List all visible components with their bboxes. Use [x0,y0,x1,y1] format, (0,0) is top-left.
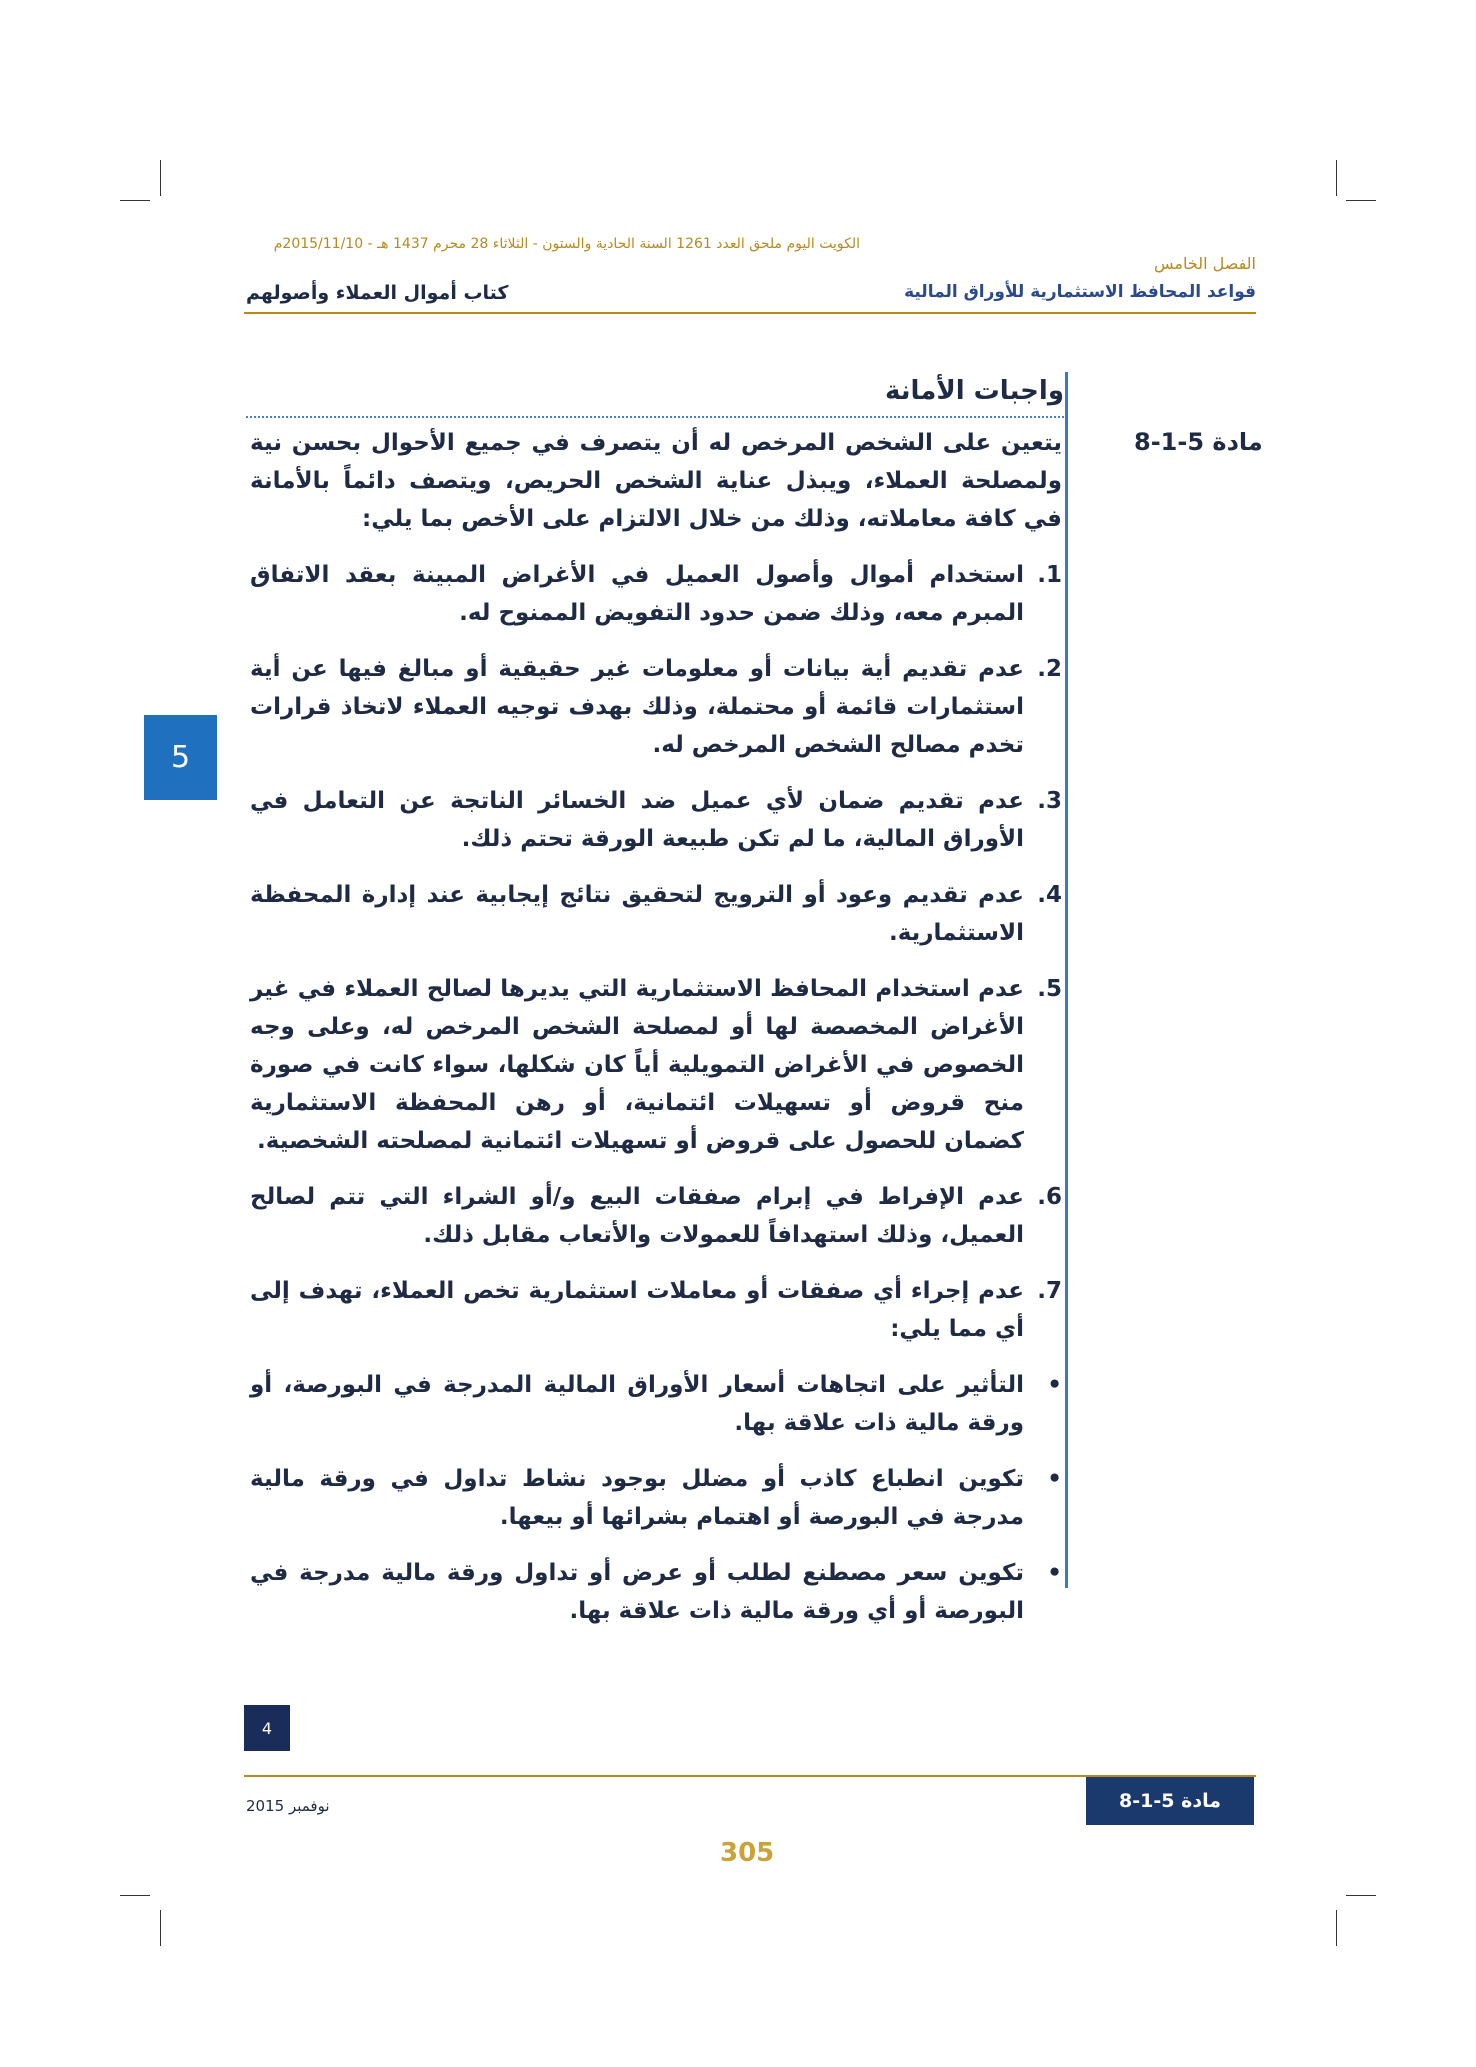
chapter-subtitle: قواعد المحافظ الاستثمارية للأوراق المالية [904,282,1256,302]
bullet-icon: • [1047,1466,1062,1492]
bullet-icon: • [1047,1372,1062,1398]
crop-mark-bottom-right-h [1346,1895,1376,1896]
intro-paragraph: يتعين على الشخص المرخص له أن يتصرف في جميع الأحوال بحسن نية ولمصلحة العملاء، ويبذل عناية الشخص الحريص، ويتصف دائماً بالأمانة في كافة معاملاته، وذلك من خلال الالتزام على الأخص بما يلي: [250,430,1062,532]
crop-mark-top-right-h [1346,200,1376,201]
crop-mark-bottom-left-v [160,1910,161,1946]
article-number: مادة 5-1-8 [1134,428,1263,456]
list-item [250,876,1062,952]
bullet-item [250,1366,1062,1442]
item-text: عدم تقديم وعود أو الترويج لتحقيق نتائج إيجابية عند إدارة المحفظة الاستثمارية. [250,882,1024,946]
bullet-item [250,1460,1062,1536]
bullet-text: تكوين انطباع كاذب أو مضلل بوجود نشاط تداول في ورقة مالية مدرجة في البورصة أو اهتمام بشرائها أو بيعها. [250,1466,1024,1530]
bullet-item [250,1554,1062,1630]
crop-mark-bottom-left-h [120,1895,150,1896]
crop-mark-bottom-right-v [1336,1910,1337,1946]
item-text: عدم الإفراط في إبرام صفقات البيع و/أو الشراء التي تتم لصالح العميل، وذلك استهدافاً للعمولات والأتعاب مقابل ذلك. [250,1184,1024,1248]
list-item [250,1178,1062,1254]
chapter-side-tab: 5 [144,715,217,800]
section-title: واجبات الأمانة [884,376,1064,406]
obligations-list [250,556,1062,1648]
crop-mark-top-left-v [160,160,161,196]
item-number: 4. [1037,882,1062,908]
item-number: 7. [1037,1278,1062,1304]
item-text: عدم إجراء أي صفقات أو معاملات استثمارية تخص العملاء، تهدف إلى أي مما يلي: [250,1278,1024,1342]
item-number: 2. [1037,656,1062,682]
item-text: عدم تقديم ضمان لأي عميل ضد الخسائر الناتجة عن التعامل في الأوراق المالية، ما لم تكن طبيعة الورقة تحتم ذلك. [250,788,1024,852]
crop-mark-top-left-h [120,200,150,201]
bullet-list [250,1366,1062,1630]
page-box: 4 [244,1705,290,1751]
header-rule [244,312,1256,314]
list-item [250,782,1062,858]
gazette-line: الكويت اليوم ملحق العدد 1261 السنة الحادية والستون - الثلاثاء 28 محرم 1437 هـ - 2015/11/10م [273,236,860,252]
item-number: 1. [1037,562,1062,588]
vertical-rule [1065,372,1068,1588]
bullet-group [250,1366,1062,1630]
book-title: كتاب أموال العملاء وأصولهم [246,282,509,304]
footer-date: نوفمبر 2015 [246,1797,330,1815]
list-item [250,650,1062,764]
page-number: 305 [720,1838,775,1868]
item-number: 5. [1037,976,1062,1002]
bullet-text: التأثير على اتجاهات أسعار الأوراق المالية المدرجة في البورصة، أو ورقة مالية ذات علاقة بها. [250,1372,1024,1436]
item-text: استخدام أموال وأصول العميل في الأغراض المبينة بعقد الاتفاق المبرم معه، وذلك ضمن حدود التفويض الممنوح له. [250,562,1024,626]
list-item [250,1272,1062,1348]
item-text: عدم استخدام المحافظ الاستثمارية التي يديرها لصالح العملاء في غير الأغراض المخصصة لها أو لمصلحة الشخص المرخص له، وعلى وجه الخصوص في الأغراض التمويلية أياً كان شكلها، سواء كانت في صورة منح قروض أو تسهيلات ائتمانية، أو رهن المحفظة الاستثمارية كضمان للحصول على قروض أو تسهيلات ائتمانية لمصلحته الشخصية. [250,976,1024,1154]
dotted-divider [246,416,1064,418]
crop-mark-top-right-v [1336,160,1337,196]
bullet-text: تكوين سعر مصطنع لطلب أو عرض أو تداول ورقة مالية مدرجة في البورصة أو أي ورقة مالية ذات علاقة بها. [250,1560,1024,1624]
item-text: عدم تقديم أية بيانات أو معلومات غير حقيقية أو مبالغ فيها عن أية استثمارات قائمة أو محتملة، وذلك بهدف توجيه العملاء لاتخاذ قرارات تخدم مصالح الشخص المرخص له. [250,656,1024,758]
bullet-icon: • [1047,1560,1062,1586]
item-number: 6. [1037,1184,1062,1210]
footer-article-tag: مادة 5-1-8 [1086,1777,1254,1825]
chapter-label: الفصل الخامس [1154,254,1256,273]
list-item [250,556,1062,632]
list-item [250,970,1062,1160]
item-number: 3. [1037,788,1062,814]
